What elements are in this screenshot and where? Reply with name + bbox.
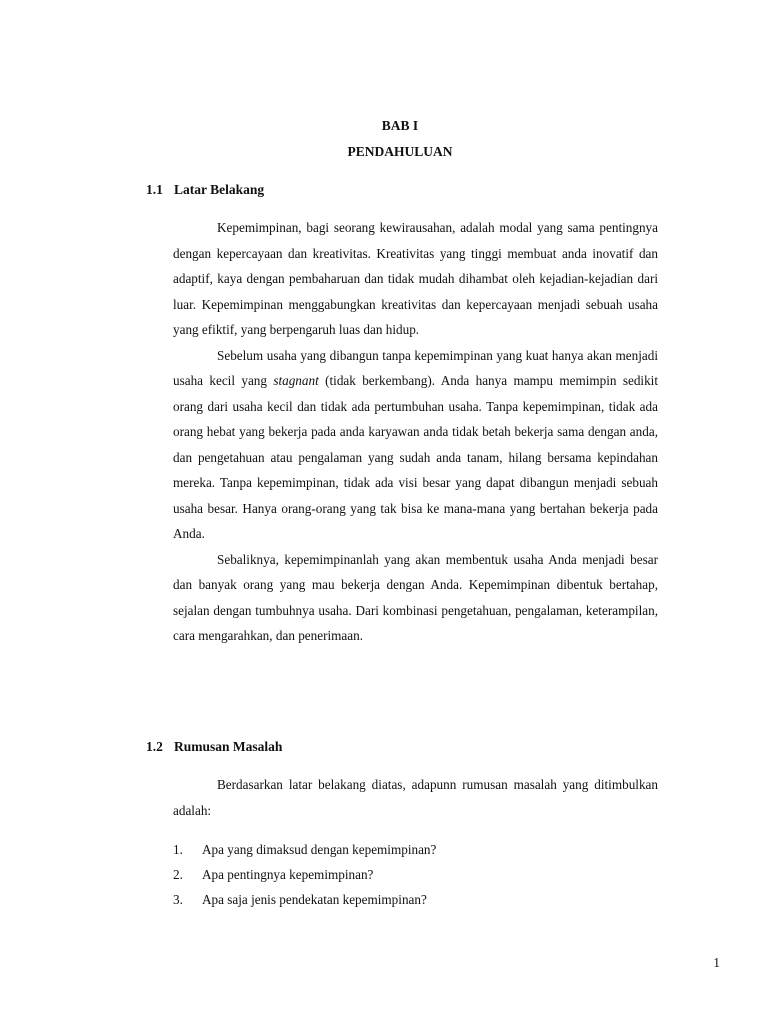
page-number: 1 bbox=[713, 955, 720, 970]
section-body-rumusan-masalah bbox=[173, 772, 658, 823]
list-item bbox=[173, 837, 658, 862]
paragraph-text: Sebelum usaha yang dibangun tanpa kepemimpinan yang kuat hanya akan menjadi usaha kecil yang bbox=[173, 347, 658, 388]
list-item-text: Apa pentingnya kepemimpinan? bbox=[202, 867, 374, 882]
list-item-number: 2. bbox=[173, 867, 183, 882]
section-heading-latar-belakang bbox=[146, 182, 264, 198]
question-list bbox=[173, 837, 658, 912]
paragraph: Berdasarkan latar belakang diatas, adapunn rumusan masalah yang ditimbulkan adalah: bbox=[173, 777, 658, 818]
section-body-latar-belakang bbox=[173, 215, 658, 649]
italic-term: stagnant bbox=[273, 373, 319, 388]
paragraph-text: (tidak berkembang). Anda hanya mampu memimpin sedikit orang dari usaha kecil dan tidak ada pertumbuhan usaha. Tanpa kepemimpinan, tidak ada orang hebat yang bekerja pada anda karyawan anda tidak betah bekerja sama dengan anda, dan pengetahuan atau pengalaman yang sudah anda tanam, hilang bersama kepindahan mereka. Tanpa kepemimpinan, tidak ada visi besar yang dapat dibangun menjadi sebuah usaha besar. Hanya orang-orang yang tak bisa ke mana-mana yang bertahan bekerja pada Anda. bbox=[173, 373, 658, 541]
chapter-label: BAB I bbox=[381, 118, 419, 133]
section-number: 1.2 bbox=[146, 739, 163, 754]
paragraph: Sebaliknya, kepemimpinanlah yang akan membentuk usaha Anda menjadi besar dan banyak orang yang mau bekerja dengan Anda. Kepemimpinan dibentuk bertahap, sejalan dengan tumbuhnya usaha. Dari kombinasi pengetahuan, pengalaman, keterampilan, cara mengarahkan, dan penerimaan. bbox=[173, 551, 658, 643]
chapter-title: PENDAHULUAN bbox=[347, 144, 453, 159]
list-item bbox=[173, 887, 658, 912]
section-title: Latar Belakang bbox=[174, 182, 265, 197]
section-title: Rumusan Masalah bbox=[174, 739, 283, 754]
list-item-number: 1. bbox=[173, 842, 183, 857]
list-item-text: Apa yang dimaksud dengan kepemimpinan? bbox=[202, 842, 437, 857]
section-heading-rumusan-masalah bbox=[146, 739, 282, 755]
list-item bbox=[173, 862, 658, 887]
paragraph bbox=[173, 343, 658, 547]
section-number: 1.1 bbox=[146, 182, 163, 197]
list-item-text: Apa saja jenis pendekatan kepemimpinan? bbox=[202, 892, 427, 907]
list-item-number: 3. bbox=[173, 892, 183, 907]
paragraph: Kepemimpinan, bagi seorang kewirausahan, adalah modal yang sama pentingnya dengan kepercayaan dan kreativitas. Kreativitas yang tinggi membuat anda inovatif dan adaptif, kaya dengan pembaharuan dan tidak mudah dihambat oleh kejadian-kejadian dari luar. Kepemimpinan menggabungkan kreativitas dan kepercayaan menjadi sebuah usaha yang efiktif, yang berpengaruh luas dan hidup. bbox=[173, 220, 658, 337]
